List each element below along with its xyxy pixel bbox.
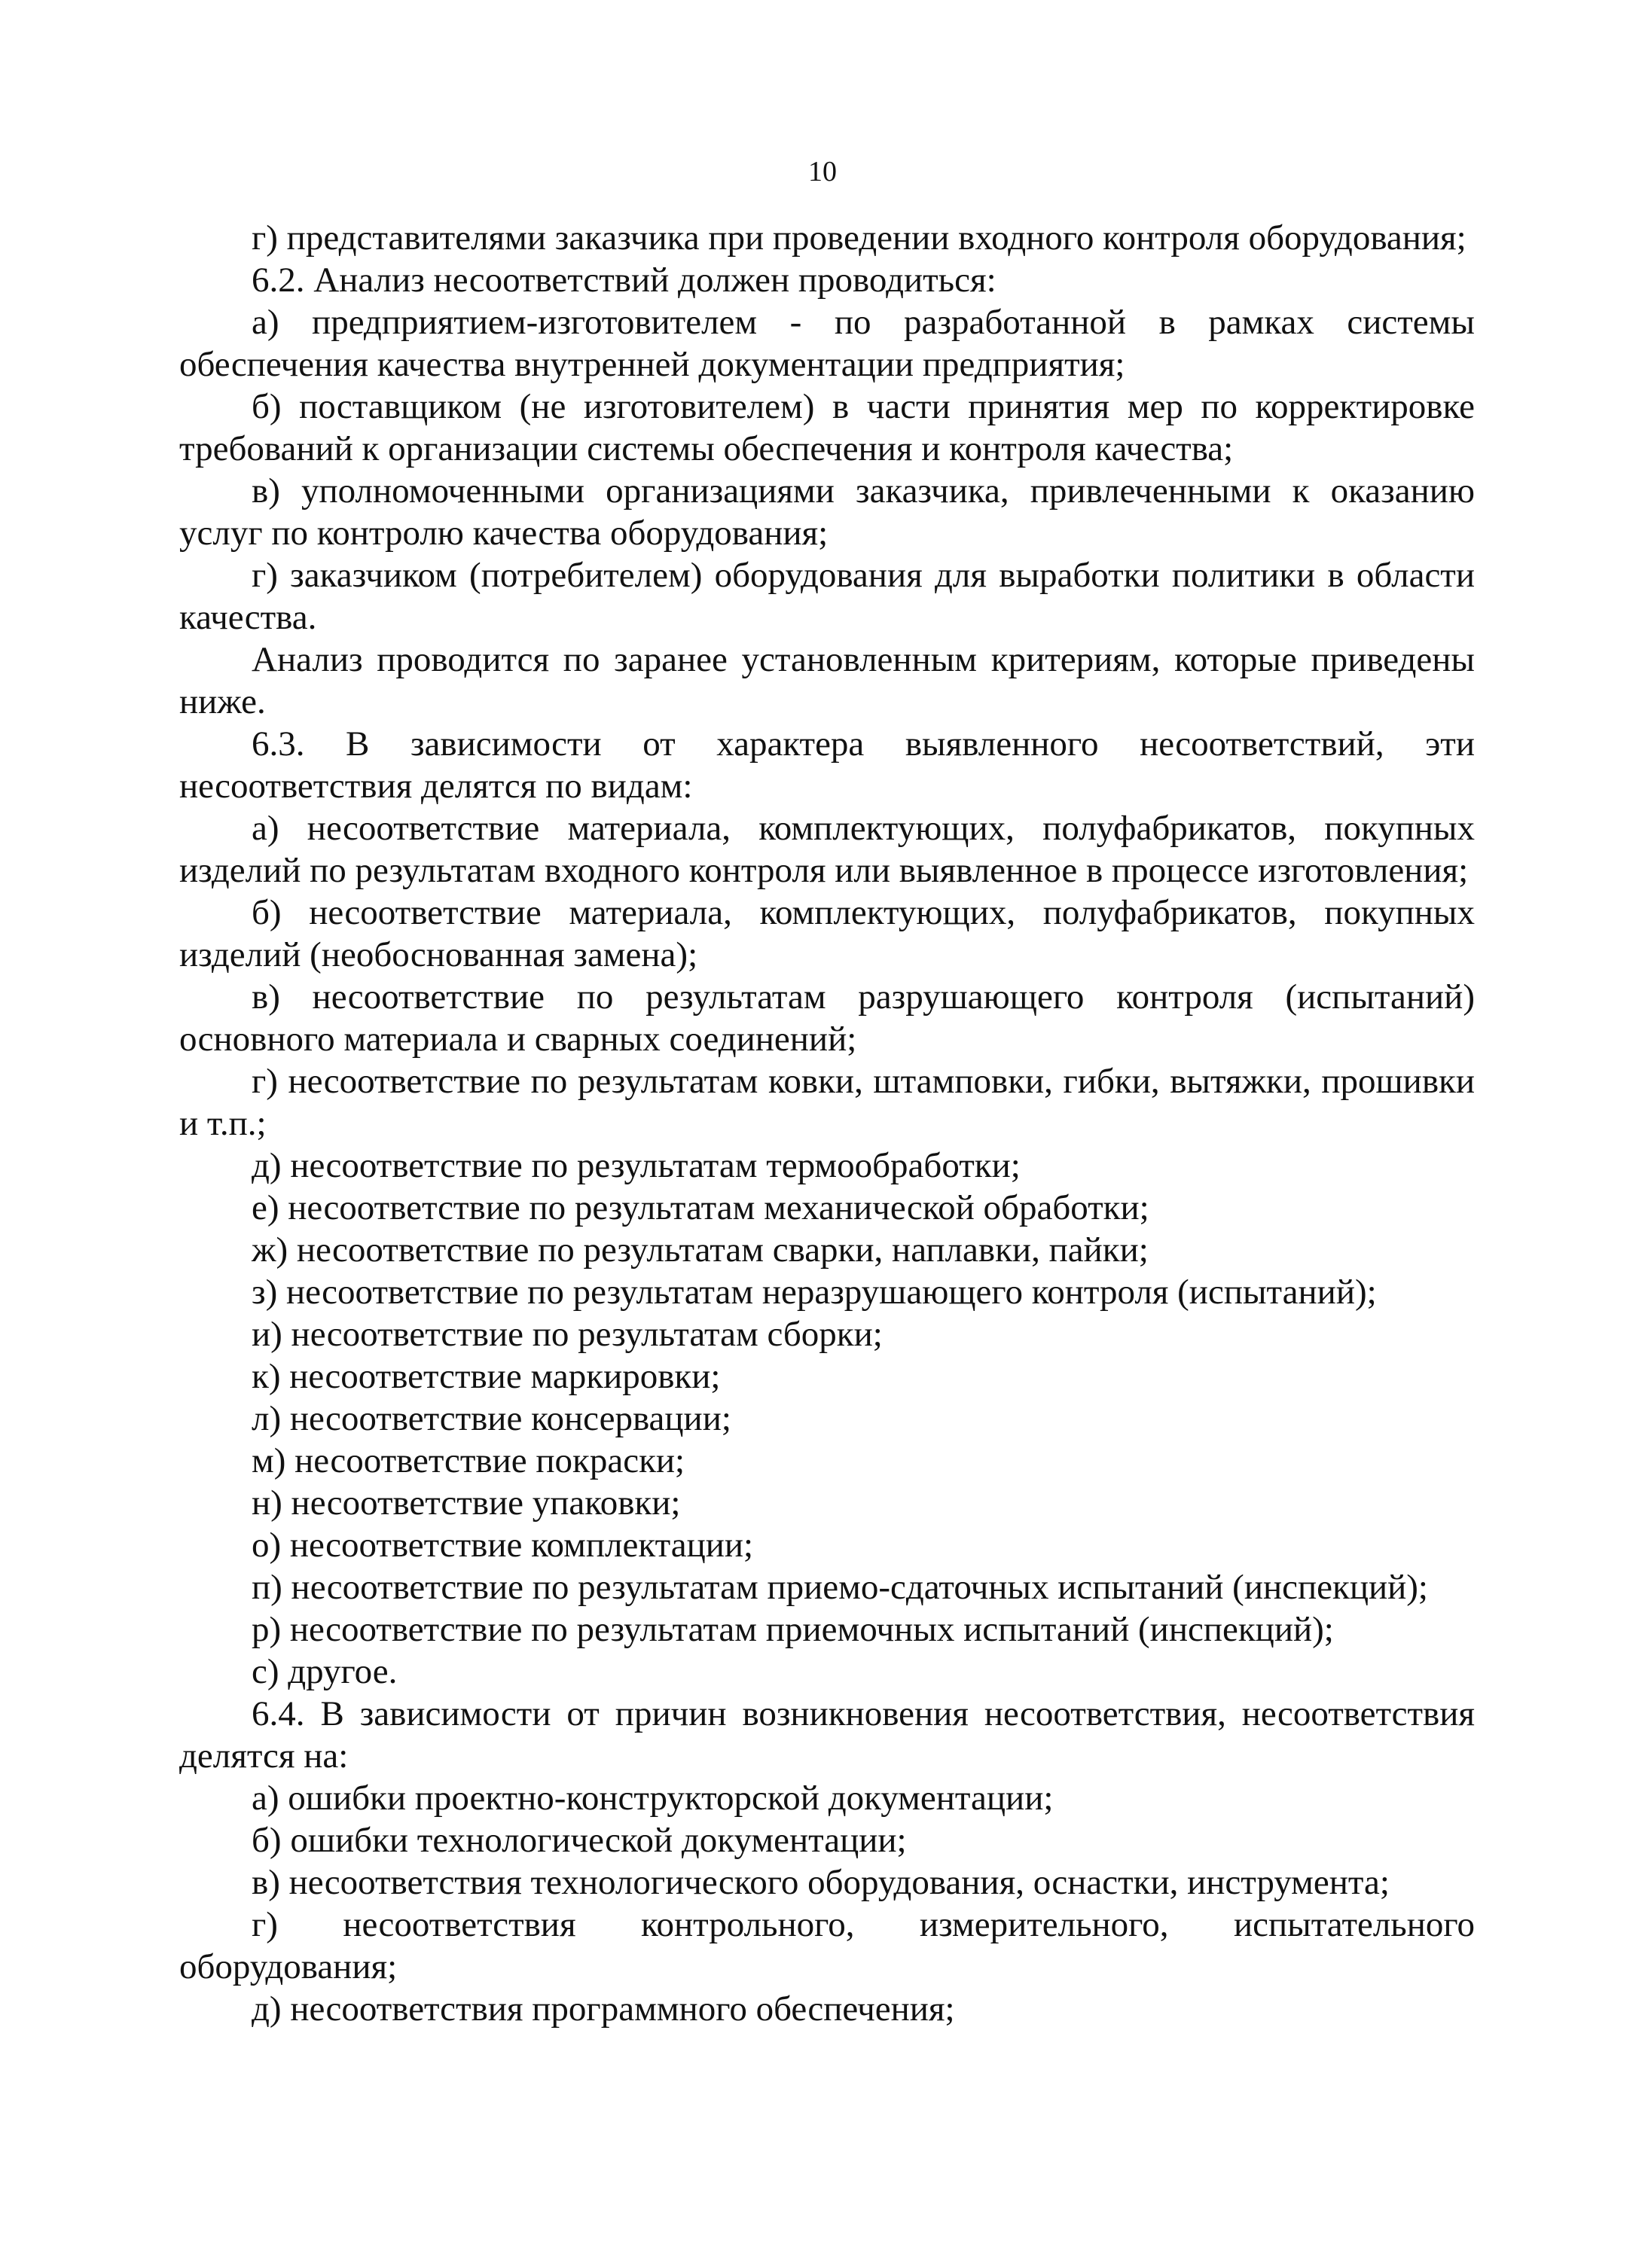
list-item: н) несоответствие упаковки; bbox=[252, 1483, 681, 1523]
list-item: з) несоответствие по результатам неразрушающего контроля (испытаний); bbox=[252, 1273, 1377, 1312]
list-item: к) несоответствие маркировки; bbox=[252, 1357, 721, 1396]
list-item: с) другое. bbox=[252, 1652, 398, 1691]
list-item: д) несоответствия программного обеспечения; bbox=[252, 1989, 955, 2029]
list-item: п) несоответствие по результатам приемо-сдаточных испытаний (инспекций); bbox=[252, 1568, 1428, 1607]
section-heading: 6.3. В зависимости от характера выявленного несоответствий, эти несоответствия делятся по видам: bbox=[179, 724, 1475, 806]
list-item: б) ошибки технологической документации; bbox=[252, 1821, 907, 1860]
list-item: а) ошибки проектно-конструкторской документации; bbox=[252, 1779, 1054, 1818]
paragraph-item: б) поставщиком (не изготовителем) в части принятия мер по корректировке требований к организации системы обеспечения и контроля качества; bbox=[179, 387, 1475, 468]
paragraph-item: в) уполномоченными организациями заказчика, привлеченными к оказанию услуг по контролю качества оборудования; bbox=[179, 471, 1475, 553]
list-item: д) несоответствие по результатам термообработки; bbox=[252, 1146, 1021, 1185]
paragraph-text: Анализ проводится по заранее установленным критериям, которые приведены ниже. bbox=[179, 640, 1475, 721]
list-item: ж) несоответствие по результатам сварки, наплавки, пайки; bbox=[252, 1230, 1149, 1270]
list-item: м) несоответствие покраски; bbox=[252, 1441, 685, 1480]
section-heading: 6.4. В зависимости от причин возникновения несоответствия, несоответствия делятся на: bbox=[179, 1694, 1475, 1776]
list-item: г) несоответствия контрольного, измерительного, испытательного оборудования; bbox=[179, 1905, 1475, 1986]
list-item: е) несоответствие по результатам механической обработки; bbox=[252, 1188, 1149, 1227]
list-item: р) несоответствие по результатам приемочных испытаний (инспекций); bbox=[252, 1610, 1334, 1649]
list-item: г) несоответствие по результатам ковки, штамповки, гибки, вытяжки, прошивки и т.п.; bbox=[179, 1062, 1475, 1143]
list-item: в) несоответствие по результатам разрушающего контроля (испытаний) основного материала и сварных соединений; bbox=[179, 977, 1475, 1059]
page-number: 10 bbox=[808, 156, 837, 187]
list-item: о) несоответствие комплектации; bbox=[252, 1526, 754, 1565]
list-item: б) несоответствие материала, комплектующих, полуфабрикатов, покупных изделий (необоснованная замена); bbox=[179, 893, 1475, 974]
paragraph-item: г) представителями заказчика при проведении входного контроля оборудования; bbox=[252, 218, 1466, 258]
section-heading: 6.2. Анализ несоответствий должен проводиться: bbox=[252, 261, 996, 300]
list-item: а) несоответствие материала, комплектующих, полуфабрикатов, покупных изделий по результатам входного контроля или выявленное в процессе изготовления; bbox=[179, 809, 1475, 890]
document-body bbox=[179, 217, 1475, 2030]
paragraph-item: а) предприятием-изготовителем - по разработанной в рамках системы обеспечения качества внутренней документации предприятия; bbox=[179, 303, 1475, 384]
list-item: в) несоответствия технологического оборудования, оснастки, инструмента; bbox=[252, 1863, 1390, 1902]
list-item: и) несоответствие по результатам сборки; bbox=[252, 1315, 883, 1354]
paragraph-item: г) заказчиком (потребителем) оборудования для выработки политики в области качества. bbox=[179, 556, 1475, 637]
list-item: л) несоответствие консервации; bbox=[252, 1399, 731, 1438]
